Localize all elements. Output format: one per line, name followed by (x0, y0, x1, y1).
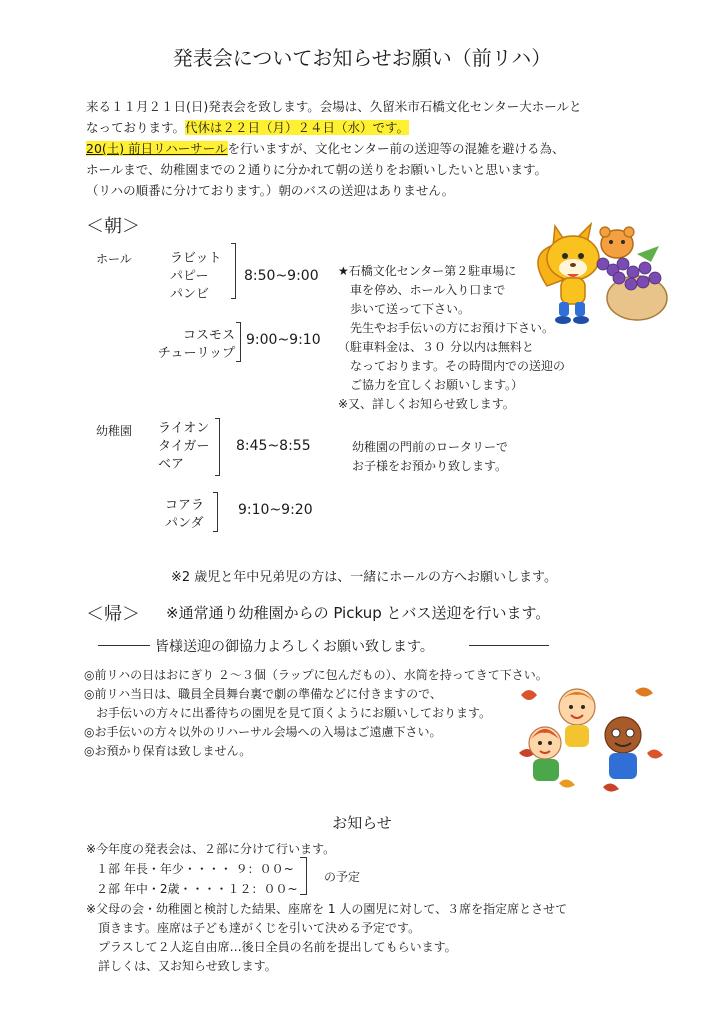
thanks-text: 皆様送迎の御協力よろしくお願い致します。 (155, 639, 434, 655)
group4-list (165, 497, 204, 533)
class-cosmos: コスモス (182, 328, 235, 343)
group3-bracket (215, 418, 220, 476)
fox-holding-grapes-illustration (533, 216, 673, 328)
class-bambi: パンビ (170, 287, 210, 302)
intro-line-1: 来る１１月２１日(日)発表会を致します。会場は、久留米市石橋文化センター大ホールと (86, 99, 582, 114)
hall-label: ホール (96, 252, 132, 266)
group4-bracket (213, 492, 218, 532)
bullet-item: ◎お手伝いの方々以外のリハーサル会場への入場はご遠慮下さい。 (84, 725, 442, 739)
kinder-label: 幼稚園 (96, 424, 133, 438)
thanks-rule-left (98, 645, 150, 646)
bullet-item: ◎前リハ当日は、職員全員舞台裏で劇の準備などに付きますので、 (84, 687, 442, 701)
intro-line-5: （リハの順番に分けております。）朝のバスの送迎はありません。 (86, 183, 455, 198)
notice-heading: お知らせ (332, 814, 392, 832)
thanks-rule-right (469, 645, 549, 646)
class-rabbit: ラビット (170, 251, 222, 266)
group2-time: 9:00~9:10 (246, 332, 321, 348)
class-lion: ライオン (158, 421, 210, 436)
group2-list (155, 327, 235, 363)
morning-footnote: ※2 歳児と年中兄弟児の方は、一緒にホールの方へお願いします。 (171, 570, 557, 585)
schedule-part-2: ２部 年中・2歳・・・・１２：００~ (96, 882, 298, 896)
bullet-notes (84, 666, 548, 761)
hall-note: ★石橋文化センター第２駐車場に 車を停め、ホール入り口まで 歩いて送って下さい。 先生やお手伝いの方にお預け下さい。 （駐車料金は、３０ 分以内は無料と なっております。その時間内での送迎の ご協力を宜しくお願いします。） ※又、詳しくお知らせ致します。 (338, 264, 566, 411)
intro-line-2: なっております。代休は２２日（月）２４日（水）です。 (86, 120, 410, 135)
page-title: 発表会についてお知らせお願い（前リハ） (172, 46, 552, 70)
bullet-item: ◎お預かり保育は致しません。 (84, 744, 252, 758)
intro-line-3: 20(土) 前日リハーサールを行いますが、文化センター前の送迎等の混雑を避ける為、 (86, 141, 565, 156)
bullet-item: ◎前リハの日はおにぎり ２～３個（ラップに包んだもの）、水筒を持ってきて下さい。 (84, 668, 548, 682)
bullet-item: お手伝いの方々に出番待ちの園児を見て頂くようにお願いしております。 (84, 706, 492, 720)
schedule-note: の予定 (324, 870, 361, 884)
group3-list (158, 420, 209, 474)
class-bear: ベア (158, 457, 185, 472)
class-koala: コアラ (165, 498, 205, 513)
return-text: ※通常通り幼稚園からの Pickup とバス送迎を行います。 (166, 604, 551, 622)
class-panda: パンダ (165, 516, 204, 531)
group1-bracket (231, 243, 236, 299)
intro-line-4: ホールまで、幼稚園までの２通りに分かれて朝の送りをお願いしたいと思います。 (86, 162, 548, 177)
return-heading: ＜帰＞ (86, 604, 140, 625)
group4-time: 9:10~9:20 (238, 502, 313, 518)
class-tulip: チューリップ (157, 346, 235, 361)
group2-bracket (236, 322, 241, 362)
notice-line-1: ※今年度の発表会は、２部に分けて行います。 (86, 842, 336, 856)
intro-paragraph (86, 96, 582, 201)
schedule-bracket (300, 857, 307, 895)
class-puppy: パピー (170, 269, 209, 284)
notice-details: ※父母の会・幼稚園と検討した結果、座席を 1 人の園児に対して、３席を指定席とさせて 頂きます。座席は子ども達がくじを引いて決める予定です。 プラスして２人迄自由席…後日全員の名前を提出してもらいます。 詳しくは、又お知らせ致します。 (86, 902, 568, 973)
class-tiger: タイガー (158, 439, 210, 454)
group3-time: 8:45~8:55 (236, 438, 311, 454)
rehearsal-highlight: 20(土) 前日リハーサール (86, 141, 228, 156)
holiday-highlight: 代休は２２日（月）２４日（水）です。 (185, 120, 410, 135)
group1-time: 8:50~9:00 (244, 268, 319, 284)
children-autumn-leaves-illustration (515, 683, 665, 798)
schedule-part-1: １部 年長・年少・・・・ ９：００~ (96, 862, 294, 876)
group1-list (170, 250, 221, 304)
morning-heading: ＜朝＞ (86, 216, 140, 237)
kinder-note: 幼稚園の門前のロータリーで お子様をお預かり致します。 (352, 440, 509, 473)
